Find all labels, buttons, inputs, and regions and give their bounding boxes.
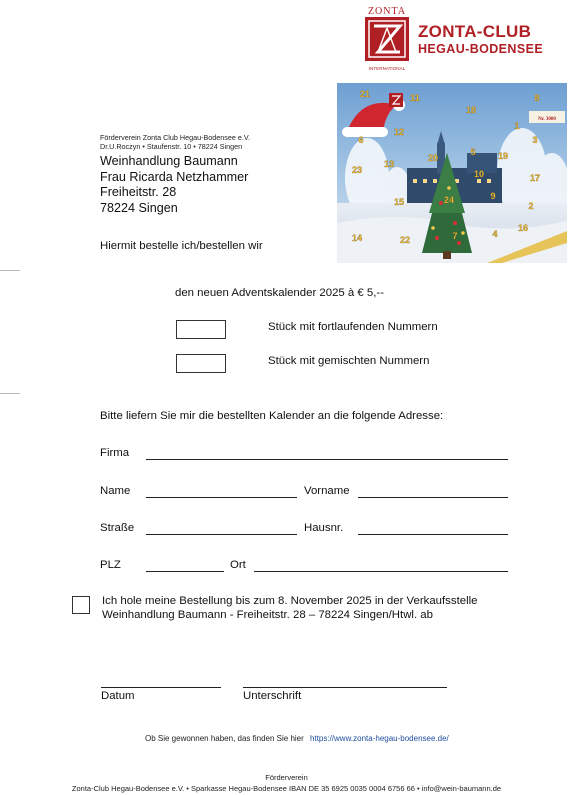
calendar-door-number: 2: [528, 201, 534, 211]
calendar-door-number: 6: [358, 135, 364, 145]
fold-mark-bottom: [0, 393, 20, 394]
option-mixed-label: Stück mit gemischten Nummern: [268, 355, 430, 367]
recipient-address: [100, 154, 248, 216]
calendar-door-number: 21: [359, 89, 371, 99]
pickup-line1: Ich hole meine Bestellung bis zum 8. November 2025 in der Verkaufsstelle: [102, 595, 478, 607]
calendar-door-number: 12: [393, 127, 405, 137]
option-consecutive-label: Stück mit fortlaufenden Nummern: [268, 321, 438, 333]
firma-label: Firma: [100, 447, 130, 459]
footer-line1: Förderverein: [265, 773, 308, 782]
strasse-field[interactable]: [146, 534, 297, 535]
svg-text:Nr. 3000: Nr. 3000: [538, 117, 556, 122]
vorname-field[interactable]: [358, 497, 508, 498]
calendar-door-number: 5: [470, 147, 476, 157]
result-note: [145, 734, 449, 743]
fold-mark-top: [0, 270, 20, 271]
calendar-door-number: 14: [351, 233, 363, 243]
sender-line1: Förderverein Zonta Club Hegau-Bodensee e.V.: [100, 133, 250, 142]
firma-field[interactable]: [146, 459, 508, 460]
svg-text:INTERNATIONAL: INTERNATIONAL: [368, 66, 406, 71]
recipient-city: 78224 Singen: [100, 200, 178, 215]
calendar-door-number: 23: [351, 165, 363, 175]
ort-label: Ort: [230, 559, 246, 571]
calendar-door-number: 10: [473, 169, 485, 179]
calendar-door-number: 17: [529, 173, 541, 183]
order-product: den neuen Adventskalender 2025 à € 5,--: [175, 287, 384, 299]
calendar-door-number: 1: [514, 121, 520, 131]
calendar-door-number: 9: [490, 191, 496, 201]
sender-address: [100, 133, 250, 151]
calendar-door-number: 18: [465, 105, 477, 115]
calendar-door-number: 7: [452, 231, 458, 241]
calendar-door-number: 4: [492, 229, 498, 239]
result-note-text: Ob Sie gewonnen haben, das finden Sie hier: [145, 734, 304, 743]
club-name: [418, 23, 543, 56]
calendar-door-number: 3: [532, 135, 538, 145]
delivery-intro: Bitte liefern Sie mir die bestellten Kalender an die folgende Adresse:: [100, 410, 444, 422]
calendar-door-number: 15: [393, 197, 405, 207]
zonta-logo-emblem: [362, 4, 412, 72]
calendar-door-number: 8: [534, 93, 540, 103]
result-link[interactable]: https://www.zonta-hegau-bodensee.de/: [310, 734, 449, 743]
name-field[interactable]: [146, 497, 297, 498]
strasse-label: Straße: [100, 522, 135, 534]
hausnr-field[interactable]: [358, 534, 508, 535]
footer-line2: Zonta-Club Hegau-Bodensee e.V. • Sparkasse Hegau-Bodensee IBAN DE 35 6925 0035 0004 6756 66 • info@wein-baumann.de: [71, 784, 502, 793]
quantity-consecutive-field[interactable]: [176, 320, 226, 339]
calendar-door-number: 19: [497, 151, 509, 161]
date-field[interactable]: [101, 687, 221, 688]
calendar-door-number: 20: [427, 153, 439, 163]
date-label: Datum: [101, 690, 135, 702]
name-label: Name: [100, 485, 131, 497]
club-name-line2: HEGAU-BODENSEE: [418, 42, 544, 56]
pickup-checkbox[interactable]: [72, 596, 90, 614]
calendar-door-number: 13: [383, 159, 395, 169]
signature-label: Unterschrift: [243, 690, 302, 702]
recipient-name: Weinhandlung Baumann: [100, 154, 238, 168]
hausnr-label: Hausnr.: [304, 522, 344, 534]
order-intro: Hiermit bestelle ich/bestellen wir: [100, 240, 263, 252]
recipient-street: Freiheitstr. 28: [100, 185, 177, 200]
advent-calendar-image: [337, 83, 567, 263]
pickup-line2: Weinhandlung Baumann - Freiheitstr. 28 – 78224 Singen/Htwl. ab: [102, 609, 433, 621]
signature-field[interactable]: [243, 687, 447, 688]
pickup-text: [102, 594, 477, 622]
calendar-door-number: 11: [410, 93, 420, 103]
sender-line2: Dr.U.Roczyn • Staufenstr. 10 • 78224 Singen: [100, 142, 243, 151]
ort-field[interactable]: [254, 571, 508, 572]
calendar-door-number: 24: [443, 195, 455, 205]
calendar-door-number: 16: [517, 223, 529, 233]
club-name-line1: ZONTA-CLUB: [418, 22, 532, 41]
plz-field[interactable]: [146, 571, 224, 572]
quantity-mixed-field[interactable]: [176, 354, 226, 373]
recipient-contact: Frau Ricarda Netzhammer: [100, 169, 249, 184]
svg-text:ZONTA: ZONTA: [367, 6, 407, 17]
vorname-label: Vorname: [304, 485, 350, 497]
calendar-door-number: 22: [399, 235, 411, 245]
plz-label: PLZ: [100, 559, 121, 571]
